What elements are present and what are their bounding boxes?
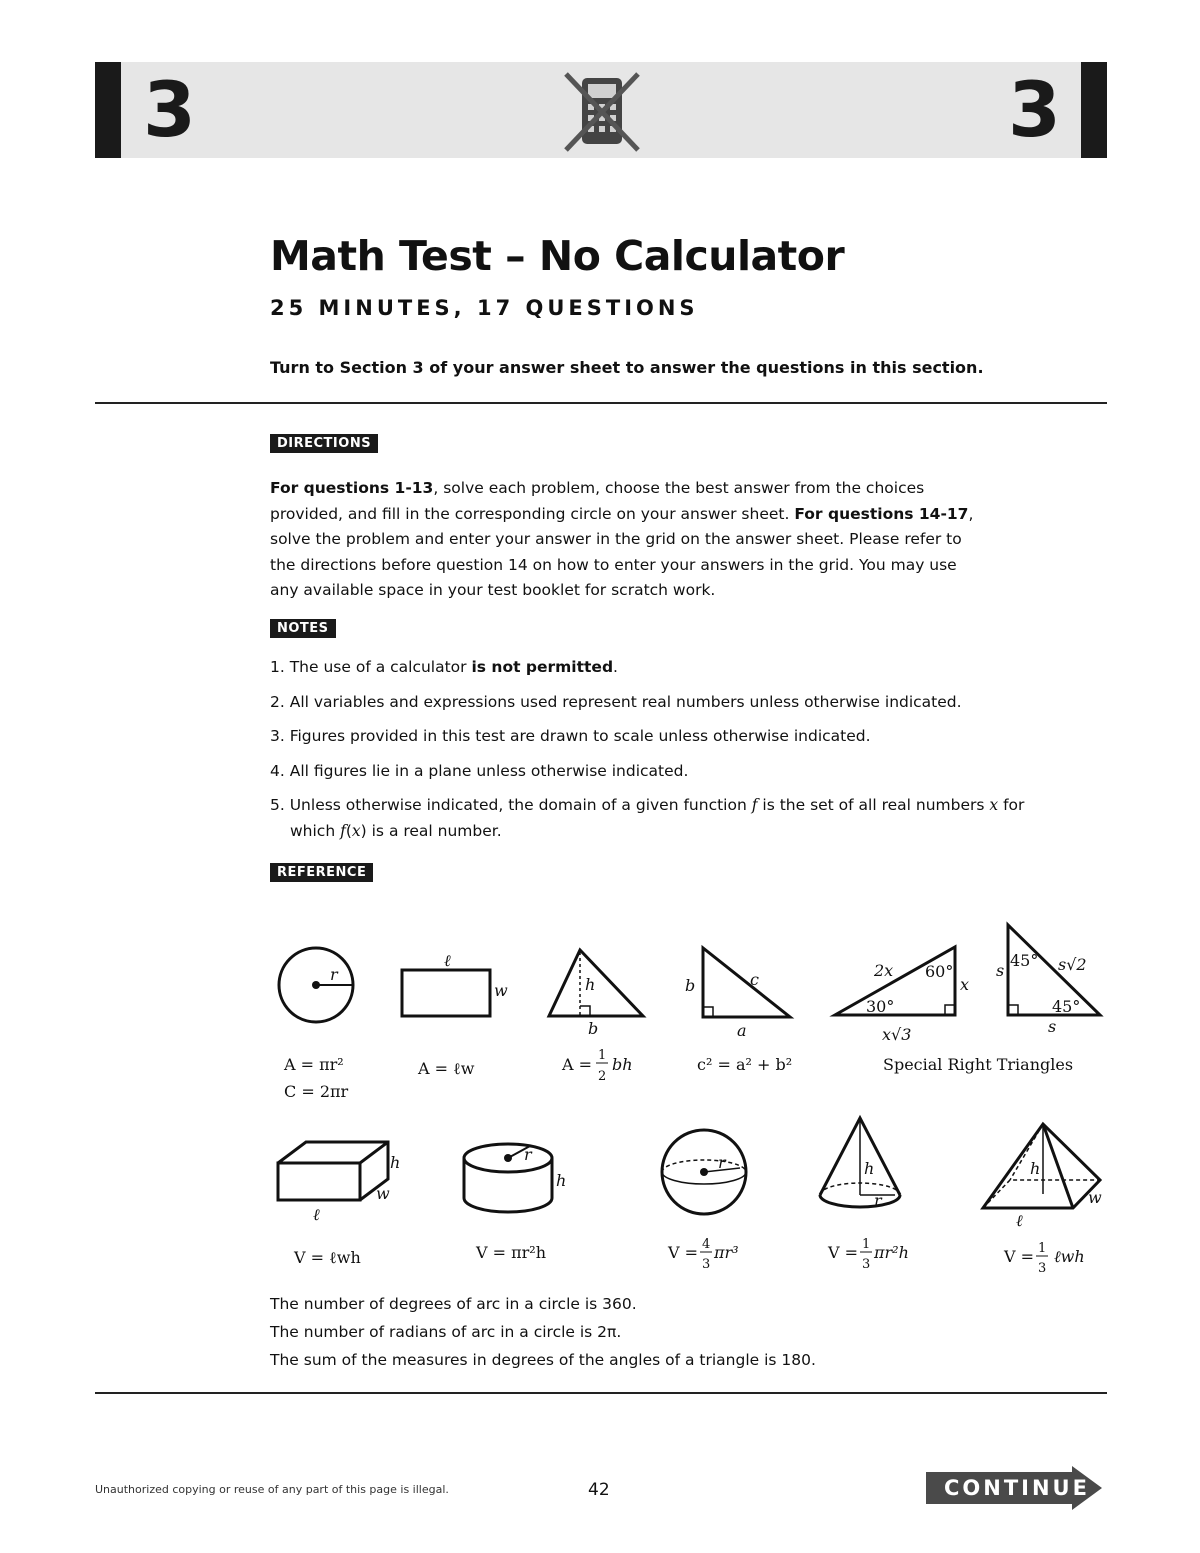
directions-tag: DIRECTIONS: [270, 434, 378, 453]
special-triangles-label: Special Right Triangles: [883, 1055, 1074, 1074]
cyl-h-label: h: [556, 1171, 567, 1190]
directions-q2-bold: For questions 14-17: [794, 504, 969, 523]
triangle-area-b: bh: [612, 1055, 633, 1074]
t3060-long-label: x√3: [882, 1025, 912, 1044]
pyramid-l-label: ℓ: [1016, 1211, 1023, 1230]
reference-facts: [270, 1290, 816, 1374]
divider-bottom: [95, 1392, 1107, 1394]
triangle-b-label: b: [588, 1019, 599, 1038]
box-figure: [278, 1163, 360, 1200]
cyl-r-label: r: [524, 1145, 532, 1164]
rectangle-figure: [402, 970, 490, 1016]
pyramid-volume-a: V =: [1004, 1247, 1035, 1266]
pyramid-volume-den: 3: [1038, 1261, 1047, 1276]
note-1-text-a: 1. The use of a calculator: [270, 658, 472, 676]
note-3: 3. Figures provided in this test are drawn to scale unless otherwise indicated.: [270, 727, 871, 745]
section-number-right: 3: [1008, 65, 1061, 154]
note-5-x2: x: [351, 821, 361, 840]
triangle-area-a: A =: [562, 1055, 593, 1074]
pyramid-volume-num: 1: [1038, 1241, 1047, 1256]
sphere-volume-a: V =: [668, 1243, 699, 1262]
box-volume-formula: V = ℓwh: [294, 1248, 361, 1267]
continue-label[interactable]: CONTINUE: [944, 1476, 1090, 1500]
box-l-label: ℓ: [313, 1205, 320, 1224]
cone-h-label: h: [864, 1159, 875, 1178]
sphere-volume-num: 4: [702, 1237, 711, 1252]
note-5-fx: f: [340, 821, 346, 840]
page-subtitle: 25 MINUTES, 17 QUESTIONS: [270, 296, 699, 320]
rect-l-label: ℓ: [444, 951, 451, 970]
page-number: 42: [588, 1480, 610, 1500]
note-1-text-c: .: [613, 658, 618, 676]
t45-ang1-label: 45°: [1010, 951, 1039, 970]
cone-r-label: r: [874, 1191, 882, 1210]
pyth-b-label: b: [685, 976, 696, 995]
note-5-text-c: for which: [290, 796, 1025, 840]
triangle-area-den: 2: [598, 1069, 607, 1084]
cone-volume-a: V =: [828, 1243, 859, 1262]
note-5-x: x: [989, 796, 999, 814]
t3060-hyp-label: 2x: [874, 961, 894, 980]
fact-triangle-angles: The sum of the measures in degrees of the angles of a triangle is 180.: [270, 1351, 816, 1369]
page-title: Math Test – No Calculator: [270, 232, 845, 280]
box-h-label: h: [390, 1153, 401, 1172]
cone-volume-b: πr²h: [874, 1243, 909, 1262]
t45-s2-label: s: [1048, 1017, 1057, 1036]
t45-ang2-label: 45°: [1052, 997, 1081, 1016]
notes-tag: NOTES: [270, 619, 336, 638]
triangle-area-num: 1: [598, 1048, 607, 1063]
cyl-volume-formula: V = πr²h: [476, 1243, 547, 1262]
pyramid-w-label: w: [1088, 1188, 1102, 1207]
right-triangle-figure: [703, 948, 790, 1017]
directions-q1-text: , solve each problem, choose the best answer from the choices provided, and fill in the corresponding circle on your answer sheet.: [270, 479, 925, 523]
t45-s1-label: s: [996, 961, 1005, 980]
box-w-label: w: [376, 1184, 390, 1203]
note-5-text-e: ) is a real number.: [360, 821, 502, 840]
triangle-figure: [549, 950, 643, 1016]
cone-volume-num: 1: [862, 1237, 871, 1252]
rect-area-formula: A = ℓw: [418, 1059, 475, 1078]
circle-circumference-formula: C = 2πr: [284, 1082, 349, 1101]
triangle-30-60-90-figure: [835, 947, 955, 1015]
reference-tag: REFERENCE: [270, 863, 373, 882]
note-1-bold: is not permitted: [471, 658, 614, 676]
pyth-a-label: a: [737, 1021, 747, 1040]
t3060-short-label: x: [960, 975, 970, 994]
rect-w-label: w: [494, 981, 508, 1000]
circle-area-formula: A = πr²: [284, 1055, 344, 1074]
note-5-text-b: is the set of all real numbers: [757, 796, 990, 814]
fact-degrees: The number of degrees of arc in a circle is 360.: [270, 1295, 637, 1313]
note-2: 2. All variables and expressions used represent real numbers unless otherwise indicated.: [270, 692, 962, 711]
pyramid-volume-b: ℓwh: [1054, 1247, 1085, 1266]
note-5-text-a: 5. Unless otherwise indicated, the domain of a given function: [270, 796, 752, 814]
sphere-volume-den: 3: [702, 1257, 711, 1272]
t45-hyp-label: s√2: [1058, 955, 1087, 974]
pyth-c-label: c: [750, 970, 759, 989]
copyright-notice: Unauthorized copying or reuse of any part of this page is illegal.: [95, 1483, 449, 1496]
directions-q1-bold: For questions 1-13: [270, 479, 434, 497]
pyramid-figure: [983, 1124, 1100, 1208]
section-number-left: 3: [143, 65, 196, 154]
turn-to-instruction: Turn to Section 3 of your answer sheet to answer the questions in this section.: [270, 358, 984, 377]
t3060-30-label: 30°: [866, 997, 895, 1016]
pyramid-h-label: h: [1030, 1159, 1041, 1178]
t3060-60-label: 60°: [925, 962, 954, 981]
sphere-volume-b: πr³: [714, 1243, 739, 1262]
cone-volume-den: 3: [862, 1257, 871, 1272]
fact-radians: The number of radians of arc in a circle is 2π.: [270, 1323, 622, 1341]
note-5-f: f: [751, 796, 758, 814]
triangle-h-label: h: [585, 975, 596, 994]
note-5-paren-open: (: [345, 821, 352, 840]
pyth-formula: c² = a² + b²: [697, 1055, 793, 1074]
sphere-r-label: r: [718, 1153, 726, 1172]
circle-r-label: r: [330, 965, 338, 984]
directions-q2-text: , solve the problem and enter your answer in the grid on the answer sheet. Please refer to the directions before question 14 on how to enter your answers in the grid. You may use any available space in your test booklet for scratch work.: [270, 504, 974, 599]
note-4: 4. All figures lie in a plane unless otherwise indicated.: [270, 761, 689, 780]
